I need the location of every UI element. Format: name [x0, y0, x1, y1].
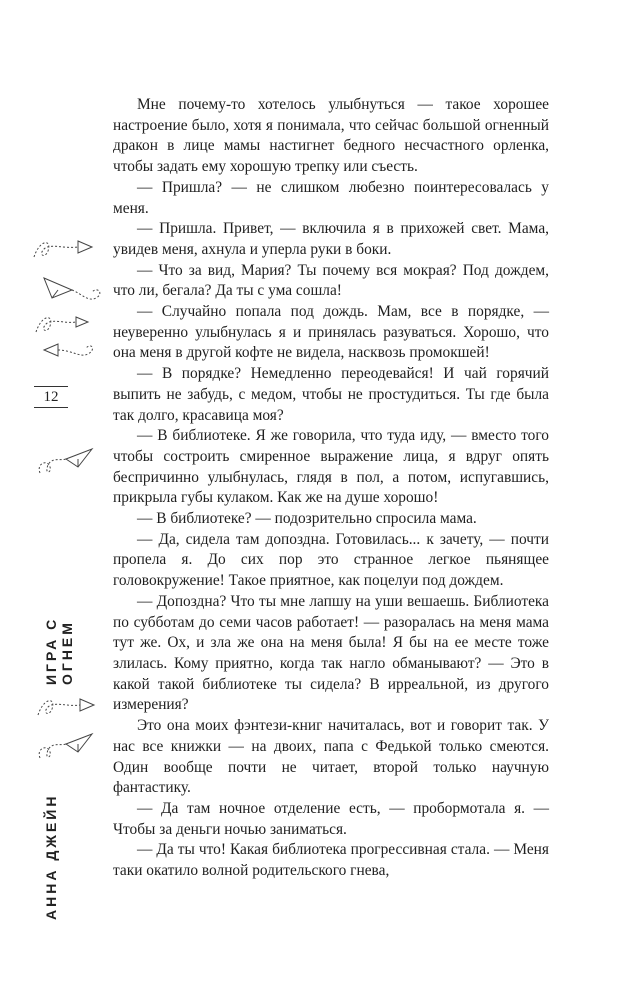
paragraph: — Случайно попала под дождь. Мам, все в порядке, — неуверенно улыбнулась я и принялась разуваться. Хорошо, что она меня в другой кофте не видела, насквозь промокшей! [113, 303, 549, 362]
paragraph: — В библиотеке? — подозрительно спросила мама. [137, 510, 477, 528]
page-number: 12 [34, 386, 68, 408]
paragraph: — Что за вид, Мария? Ты почему вся мокрая? Под дождем, что ли, бегала? Да ты с ума сошла! [113, 261, 549, 300]
paragraph: — В порядке? Немедленно переодевайся! И чай горячий выпить не забудь, с медом, чтобы не простудиться. Ты где была так долго, красавица моя? [113, 365, 549, 424]
paragraph: — Да, сидела там допоздна. Готовилась... к зачету, — почти пропела я. До сих пор это странное легкое пьянящее головокружение! Такое приятное, как поцелуи под дождем. [113, 530, 549, 590]
paragraph: — Пришла. Привет, — включила я в прихожей свет. Мама, увидев меня, ахнула и уперла руки в боки. [113, 220, 549, 258]
arrow-icon [40, 336, 110, 366]
paper-plane-icon [34, 445, 104, 480]
body-text [113, 95, 549, 882]
swirl-arrow-icon [34, 693, 104, 723]
book-title: ИГРА С ОГНЕМ [43, 616, 75, 685]
paragraph: Это она моих фэнтези-книг начиталась, вот и говорит так. У нас все книжки — на двоих, папа с Федькой только смеются. Один вообще почти не читает, второй только научную фантастику. [113, 717, 549, 797]
paragraph: — Да там ночное отделение есть, — пробормотала я. — Чтобы за деньги ночью заниматься. [113, 799, 549, 838]
paper-plane-icon [38, 268, 108, 308]
author-name: АННА ДЖЕЙН [43, 793, 59, 920]
paragraph: — Допоздна? Что ты мне лапшу на уши вешаешь. Библиотека по субботам до семи часов работает! — разоралась на меня мама тут же. Ох, и зла же она на меня была! Я бы на ее месте тоже злилась. Кому приятно, когда так нагло обманывают? — Это в какой такой библиотеке ты сидела? В ирреальной, из другого измерения? [113, 592, 549, 714]
swirl-arrow-icon [30, 235, 100, 265]
paragraph: — Да ты что! Какая библиотека прогрессивная стала. — Меня таки окатило волной родительского гнева, [113, 841, 549, 880]
paragraph: Мне почему-то хотелось улыбнуться — такое хорошее настроение было, хотя я понимала, что сейчас большой огненный дракон в лице мамы настигнет бедного несчастного орленка, чтобы задать ему хорошую трепку или съесть. [113, 96, 549, 176]
paragraph: — В библиотеке. Я же говорила, что туда иду, — вместо того чтобы состроить смиренное выражение лица, я вдруг опять беспричинно улыбнулась, глядя в пол, а потом, испугавшись, прикрыла губы кулаком. Как же на душе хорошо! [113, 427, 549, 507]
paragraph: — Пришла? — не слишком любезно поинтересовалась у меня. [113, 178, 549, 217]
